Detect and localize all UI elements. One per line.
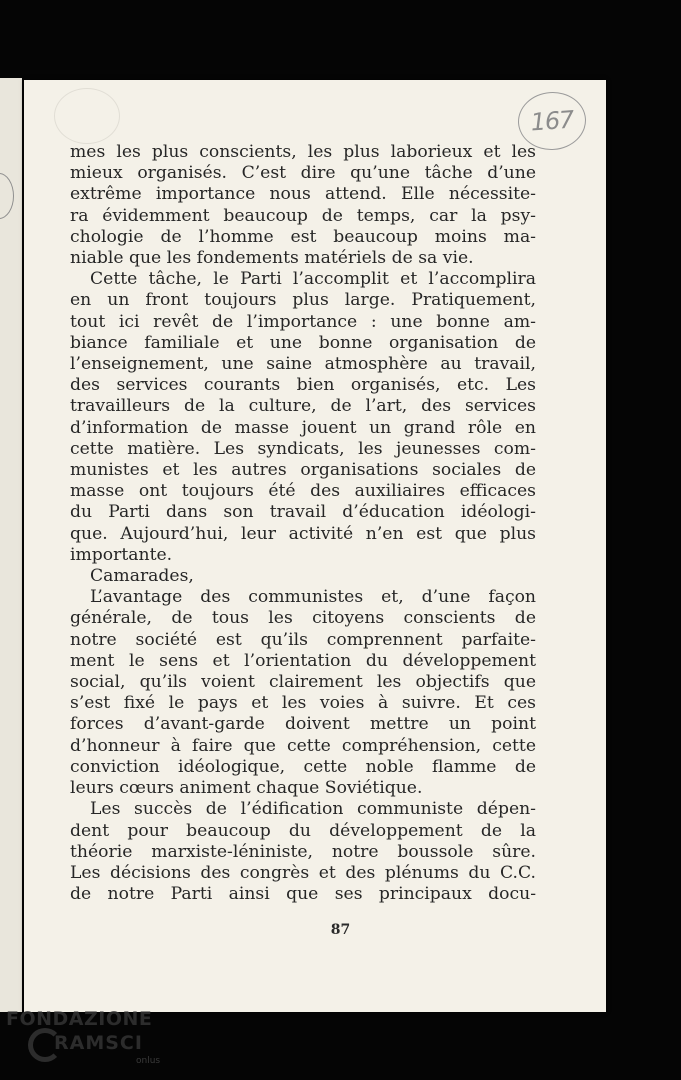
facing-page-edge — [0, 78, 22, 1012]
page-number-stamp: 167 — [516, 90, 588, 153]
text-line: générale, de tous les citoyens conscients de — [70, 608, 536, 629]
text-line: forces d’avant-garde doivent mettre un point — [70, 714, 536, 735]
text-line: mieux organisés. C’est dire qu’une tâche d’une — [70, 163, 536, 184]
text-line: extrême importance nous attend. Elle nécessite- — [70, 184, 536, 205]
text-line: en un front toujours plus large. Pratiquement, — [70, 290, 536, 311]
text-line: conviction idéologique, cette noble flamme de — [70, 756, 536, 777]
text-line: que. Aujourd’hui, leur activité n’en est que plus — [70, 523, 536, 544]
text-line: biance familiale et une bonne organisation de — [70, 332, 536, 353]
text-line: théorie marxiste-léniniste, notre boussole sûre. — [70, 841, 536, 862]
text-line: des services courants bien organisés, etc. Les — [70, 375, 536, 396]
text-line: ra évidemment beaucoup de temps, car la psy- — [70, 205, 536, 226]
logo-text-bottom: RAMSCI — [54, 1032, 143, 1054]
logo-onlus: onlus — [136, 1056, 161, 1066]
text-line: du Parti dans son travail d’éducation idéologi- — [70, 502, 536, 523]
text-line: travailleurs de la culture, de l’art, des services — [70, 396, 536, 417]
text-line: niable que les fondements matériels de sa vie. — [70, 248, 474, 269]
text-line: importante. — [70, 544, 173, 565]
text-line: s’est fixé le pays et les voies à suivre. Et ces — [70, 693, 536, 714]
text-line: L’avantage des communistes et, d’une façon — [90, 587, 536, 608]
page-folio: 87 — [330, 922, 351, 938]
text-line: Cette tâche, le Parti l’accomplit et l’accomplira — [90, 269, 536, 290]
text-line: munistes et les autres organisations sociales de — [70, 460, 536, 481]
text-line: social, qu’ils voient clairement les objectifs que — [70, 672, 536, 693]
body-text — [70, 142, 536, 905]
text-line: tout ici revêt de l’importance : une bonne am- — [70, 311, 536, 332]
text-line: d’information de masse jouent un grand rôle en — [70, 417, 536, 438]
text-line: l’enseignement, une saine atmosphère au travail, — [70, 354, 536, 375]
text-line: leurs cœurs animent chaque Soviétique. — [70, 778, 423, 799]
text-line: Les succès de l’édification communiste dépen- — [90, 799, 536, 820]
text-line: cette matière. Les syndicats, les jeunesses com- — [70, 438, 536, 459]
text-line: ment le sens et l’orientation du développement — [70, 650, 536, 671]
archive-stamp-partial — [0, 173, 14, 219]
text-line: Camarades, — [90, 566, 194, 587]
text-line: dent pour beaucoup du développement de la — [70, 820, 536, 841]
text-line: chologie de l’homme est beaucoup moins ma- — [70, 226, 536, 247]
text-line: notre société est qu’ils comprennent parfaite- — [70, 629, 536, 650]
fondazione-gramsci-logo — [6, 1008, 176, 1080]
text-line: masse ont toujours été des auxiliaires efficaces — [70, 481, 536, 502]
text-line: mes les plus conscients, les plus laborieux et les — [70, 142, 536, 162]
faded-stamp — [54, 88, 120, 144]
text-line: Les décisions des congrès et des plénums du C.C. — [70, 862, 536, 883]
logo-text-top: FONDAZIONE — [6, 1008, 153, 1030]
text-line: de notre Parti ainsi que ses principaux docu- — [70, 884, 536, 905]
text-line: d’honneur à faire que cette compréhension, cette — [70, 735, 536, 756]
